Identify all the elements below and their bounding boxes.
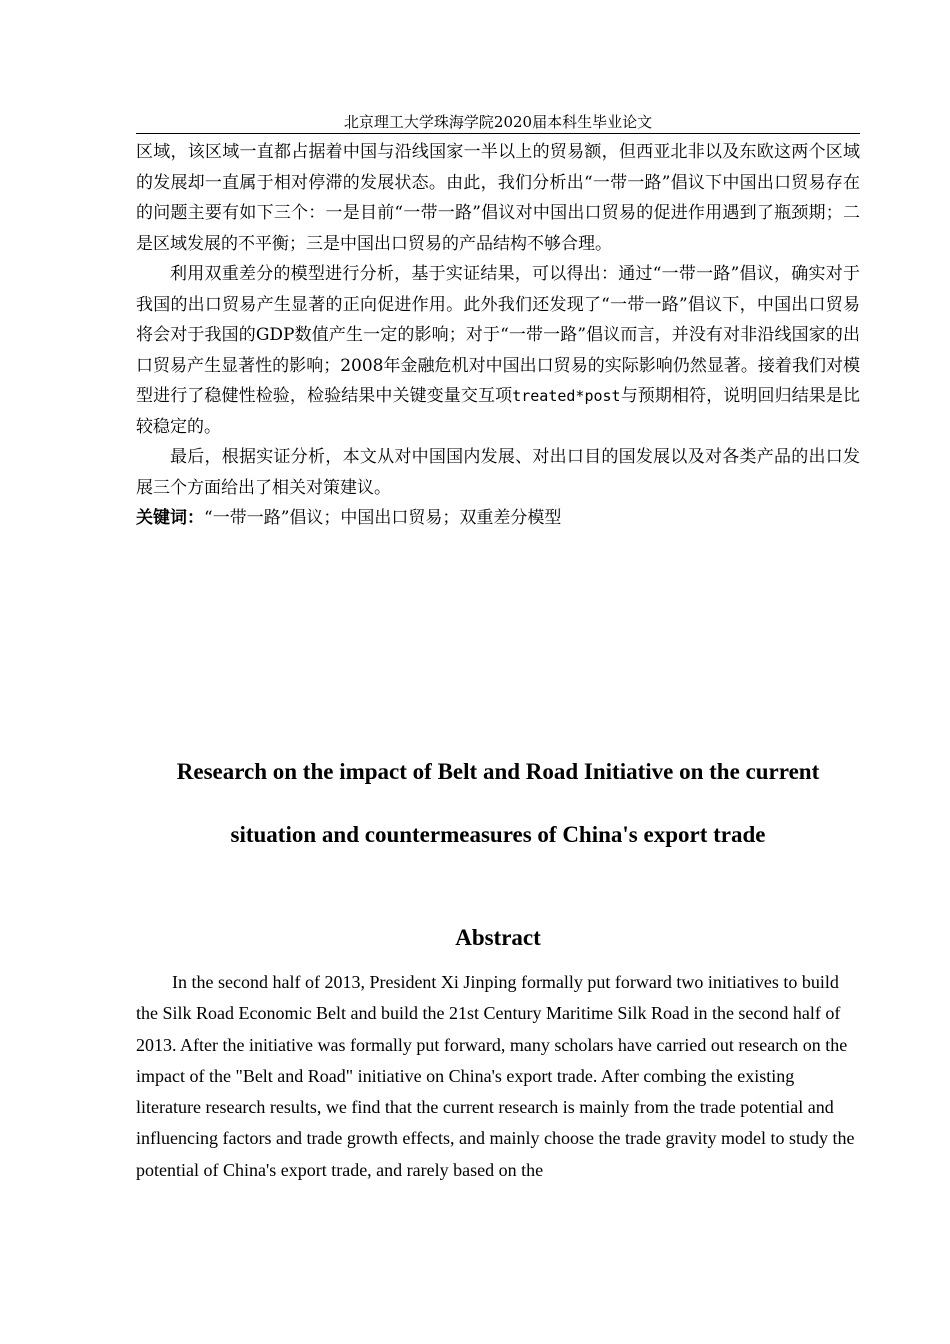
english-title-line-1: Research on the impact of Belt and Road Initiative on the current [176, 759, 820, 784]
keywords-label: 关键词： [136, 508, 204, 528]
abstract-heading: Abstract [455, 925, 541, 950]
cn-paragraph-2 [136, 259, 860, 442]
page-header: 北京理工大学珠海学院2020届本科生毕业论文 [136, 112, 860, 134]
cn-paragraph-2-text-a: 利用双重差分的模型进行分析，基于实证结果，可以得出：通过“一带一路”倡议，确实对于我国的出口贸易产生显著的正向促进作用。此外我们还发现了“一带一路”倡议下，中国出口贸易将会对于我国的GDP数值产生一定的影响；对于“一带一路”倡议而言，并没有对非沿线国家的出口贸易产生显著性的影响；2008年金融危机对中国出口贸易的实际影响仍然显著。接着我们对模型进行了稳健性检验，检验结果中关键变量交互项 [136, 264, 860, 406]
english-title [136, 740, 860, 866]
cn-paragraph-2-text-b: 与预期相符，说明回归结果是比较稳定的。 [136, 386, 861, 437]
cn-paragraph-1: 区域，该区域一直都占据着中国与沿线国家一半以上的贸易额，但西亚北非以及东欧这两个区域的发展却一直属于相对停滞的发展状态。由此，我们分析出“一带一路”倡议下中国出口贸易存在的问题主要有如下三个：一是目前“一带一路”倡议对中国出口贸易的促进作用遇到了瓶颈期；二是区域发展的不平衡；三是中国出口贸易的产品结构不够合理。 [136, 142, 860, 254]
english-abstract [136, 967, 860, 1186]
interaction-term: treated*post [512, 387, 621, 405]
cn-paragraph-3: 最后，根据实证分析，本文从对中国国内发展、对出口目的国发展以及对各类产品的出口发展三个方面给出了相关对策建议。 [136, 447, 860, 498]
keywords-line [136, 503, 860, 534]
chinese-abstract [136, 137, 860, 534]
keywords-value: “一带一路”倡议；中国出口贸易；双重差分模型 [204, 508, 562, 528]
en-paragraph-1: In the second half of 2013, President Xi Jinping formally put forward two initiatives to build the Silk Road Economic Belt and build the 21st Century Maritime Silk Road in the second half of 2013. After the initiative was formally put forward, many scholars have carried out research on the impact of the "Belt and Road" initiative on China's export trade. After combing the existing literature research results, we find that the current research is mainly from the trade potential and influencing factors and trade growth effects, and mainly choose the trade gravity model to study the potential of China's export trade, and rarely based on the [136, 972, 855, 1180]
english-title-line-2: situation and countermeasures of China's export trade [230, 822, 766, 847]
